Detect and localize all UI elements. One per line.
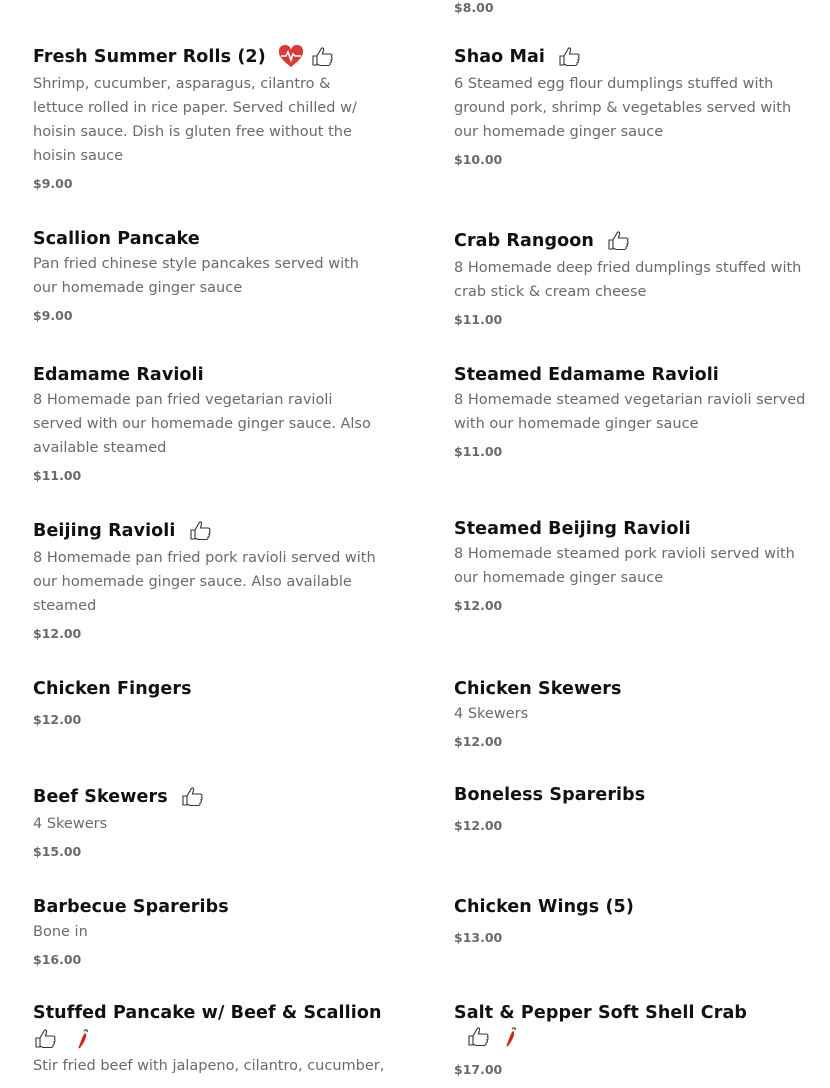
menu-item bbox=[33, 1002, 385, 1078]
menu-item bbox=[33, 896, 385, 967]
menu-item bbox=[33, 364, 385, 483]
item-price: $9.00 bbox=[33, 308, 73, 323]
item-price: $12.00 bbox=[33, 712, 82, 727]
item-description: 8 Homemade pan fried vegetarian ravioli served with our homemade ginger sauce. Also available steamed bbox=[33, 392, 371, 456]
item-description: 8 Homemade steamed pork ravioli served with our homemade ginger sauce bbox=[454, 546, 795, 586]
menu-item bbox=[454, 364, 806, 459]
item-price: $16.00 bbox=[33, 952, 82, 967]
item-description: 8 Homemade deep fried dumplings stuffed with crab stick & cream cheese bbox=[454, 260, 802, 300]
item-name: Fresh Summer Rolls (2) bbox=[33, 44, 385, 70]
item-name: Barbecue Spareribs bbox=[33, 897, 229, 917]
item-price: $10.00 bbox=[454, 152, 503, 167]
item-description: 8 Homemade pan fried pork ravioli served with our homemade ginger sauce. Also available steamed bbox=[33, 550, 376, 614]
thumbs-up-icon bbox=[180, 784, 206, 810]
item-name: Crab Rangoon bbox=[454, 228, 806, 254]
menu-item bbox=[454, 896, 806, 945]
item-price: $12.00 bbox=[454, 734, 503, 749]
item-name: Beijing Ravioli bbox=[33, 518, 385, 544]
item-name: Salt & Pepper Soft Shell Crab bbox=[454, 1002, 814, 1050]
menu-item bbox=[454, 518, 806, 613]
menu-item bbox=[454, 1002, 814, 1077]
item-price: $13.00 bbox=[454, 930, 503, 945]
item-name: Scallion Pancake bbox=[33, 229, 200, 249]
menu-item bbox=[33, 518, 385, 641]
item-name: Chicken Fingers bbox=[33, 679, 192, 699]
item-price: $11.00 bbox=[454, 312, 503, 327]
thumbs-up-icon bbox=[557, 44, 583, 70]
item-description: Stir fried beef with jalapeno, cilantro, cucumber, bbox=[33, 1058, 385, 1074]
item-description: 6 Steamed egg flour dumplings stuffed with ground pork, shrimp & vegetables served with our homemade ginger sauce bbox=[454, 76, 792, 140]
item-name: Steamed Beijing Ravioli bbox=[454, 519, 691, 539]
item-name: Edamame Ravioli bbox=[33, 365, 204, 385]
menu-item bbox=[454, 678, 806, 749]
item-description: Pan fried chinese style pancakes served with our homemade ginger sauce bbox=[33, 256, 359, 296]
menu-item bbox=[33, 228, 385, 323]
menu-item bbox=[33, 678, 385, 727]
menu-item bbox=[33, 44, 385, 191]
item-price: $11.00 bbox=[454, 444, 503, 459]
item-price: $11.00 bbox=[33, 468, 82, 483]
item-name: Shao Mai bbox=[454, 44, 806, 70]
menu-item bbox=[454, 44, 806, 167]
chili-pepper-icon bbox=[70, 1026, 96, 1052]
menu-item bbox=[454, 784, 806, 833]
item-name: Steamed Edamame Ravioli bbox=[454, 365, 719, 385]
item-name: Boneless Spareribs bbox=[454, 785, 646, 805]
item-description: Bone in bbox=[33, 924, 88, 940]
item-description: 4 Skewers bbox=[33, 816, 108, 832]
thumbs-up-icon bbox=[33, 1026, 59, 1052]
thumbs-up-icon bbox=[606, 228, 632, 254]
chili-pepper-icon bbox=[498, 1024, 524, 1050]
thumbs-up-icon bbox=[188, 518, 214, 544]
item-name: Beef Skewers bbox=[33, 784, 385, 810]
item-name: Chicken Wings (5) bbox=[454, 897, 634, 917]
item-name: Stuffed Pancake w/ Beef & Scallion bbox=[33, 1003, 382, 1023]
item-price: $9.00 bbox=[33, 176, 73, 191]
item-price: $15.00 bbox=[33, 844, 82, 859]
item-price: $12.00 bbox=[454, 598, 503, 613]
item-price: $12.00 bbox=[454, 818, 503, 833]
item-price: $17.00 bbox=[454, 1062, 503, 1077]
thumbs-up-icon bbox=[466, 1024, 492, 1050]
item-description: 8 Homemade steamed vegetarian ravioli served with our homemade ginger sauce bbox=[454, 392, 806, 432]
thumbs-up-icon bbox=[310, 44, 336, 70]
menu-item bbox=[33, 784, 385, 859]
item-description: Shrimp, cucumber, asparagus, cilantro & lettuce rolled in rice paper. Served chilled w/ hoisin sauce. Dish is gluten free without the hoisin sauce bbox=[33, 76, 357, 164]
item-name: Chicken Skewers bbox=[454, 679, 622, 699]
item-icons bbox=[33, 1026, 385, 1052]
item-description: 4 Skewers bbox=[454, 706, 529, 722]
menu-item bbox=[454, 228, 806, 327]
heart-health-icon bbox=[278, 44, 304, 70]
item-price: $12.00 bbox=[33, 626, 82, 641]
item-price: $8.00 bbox=[454, 0, 494, 15]
